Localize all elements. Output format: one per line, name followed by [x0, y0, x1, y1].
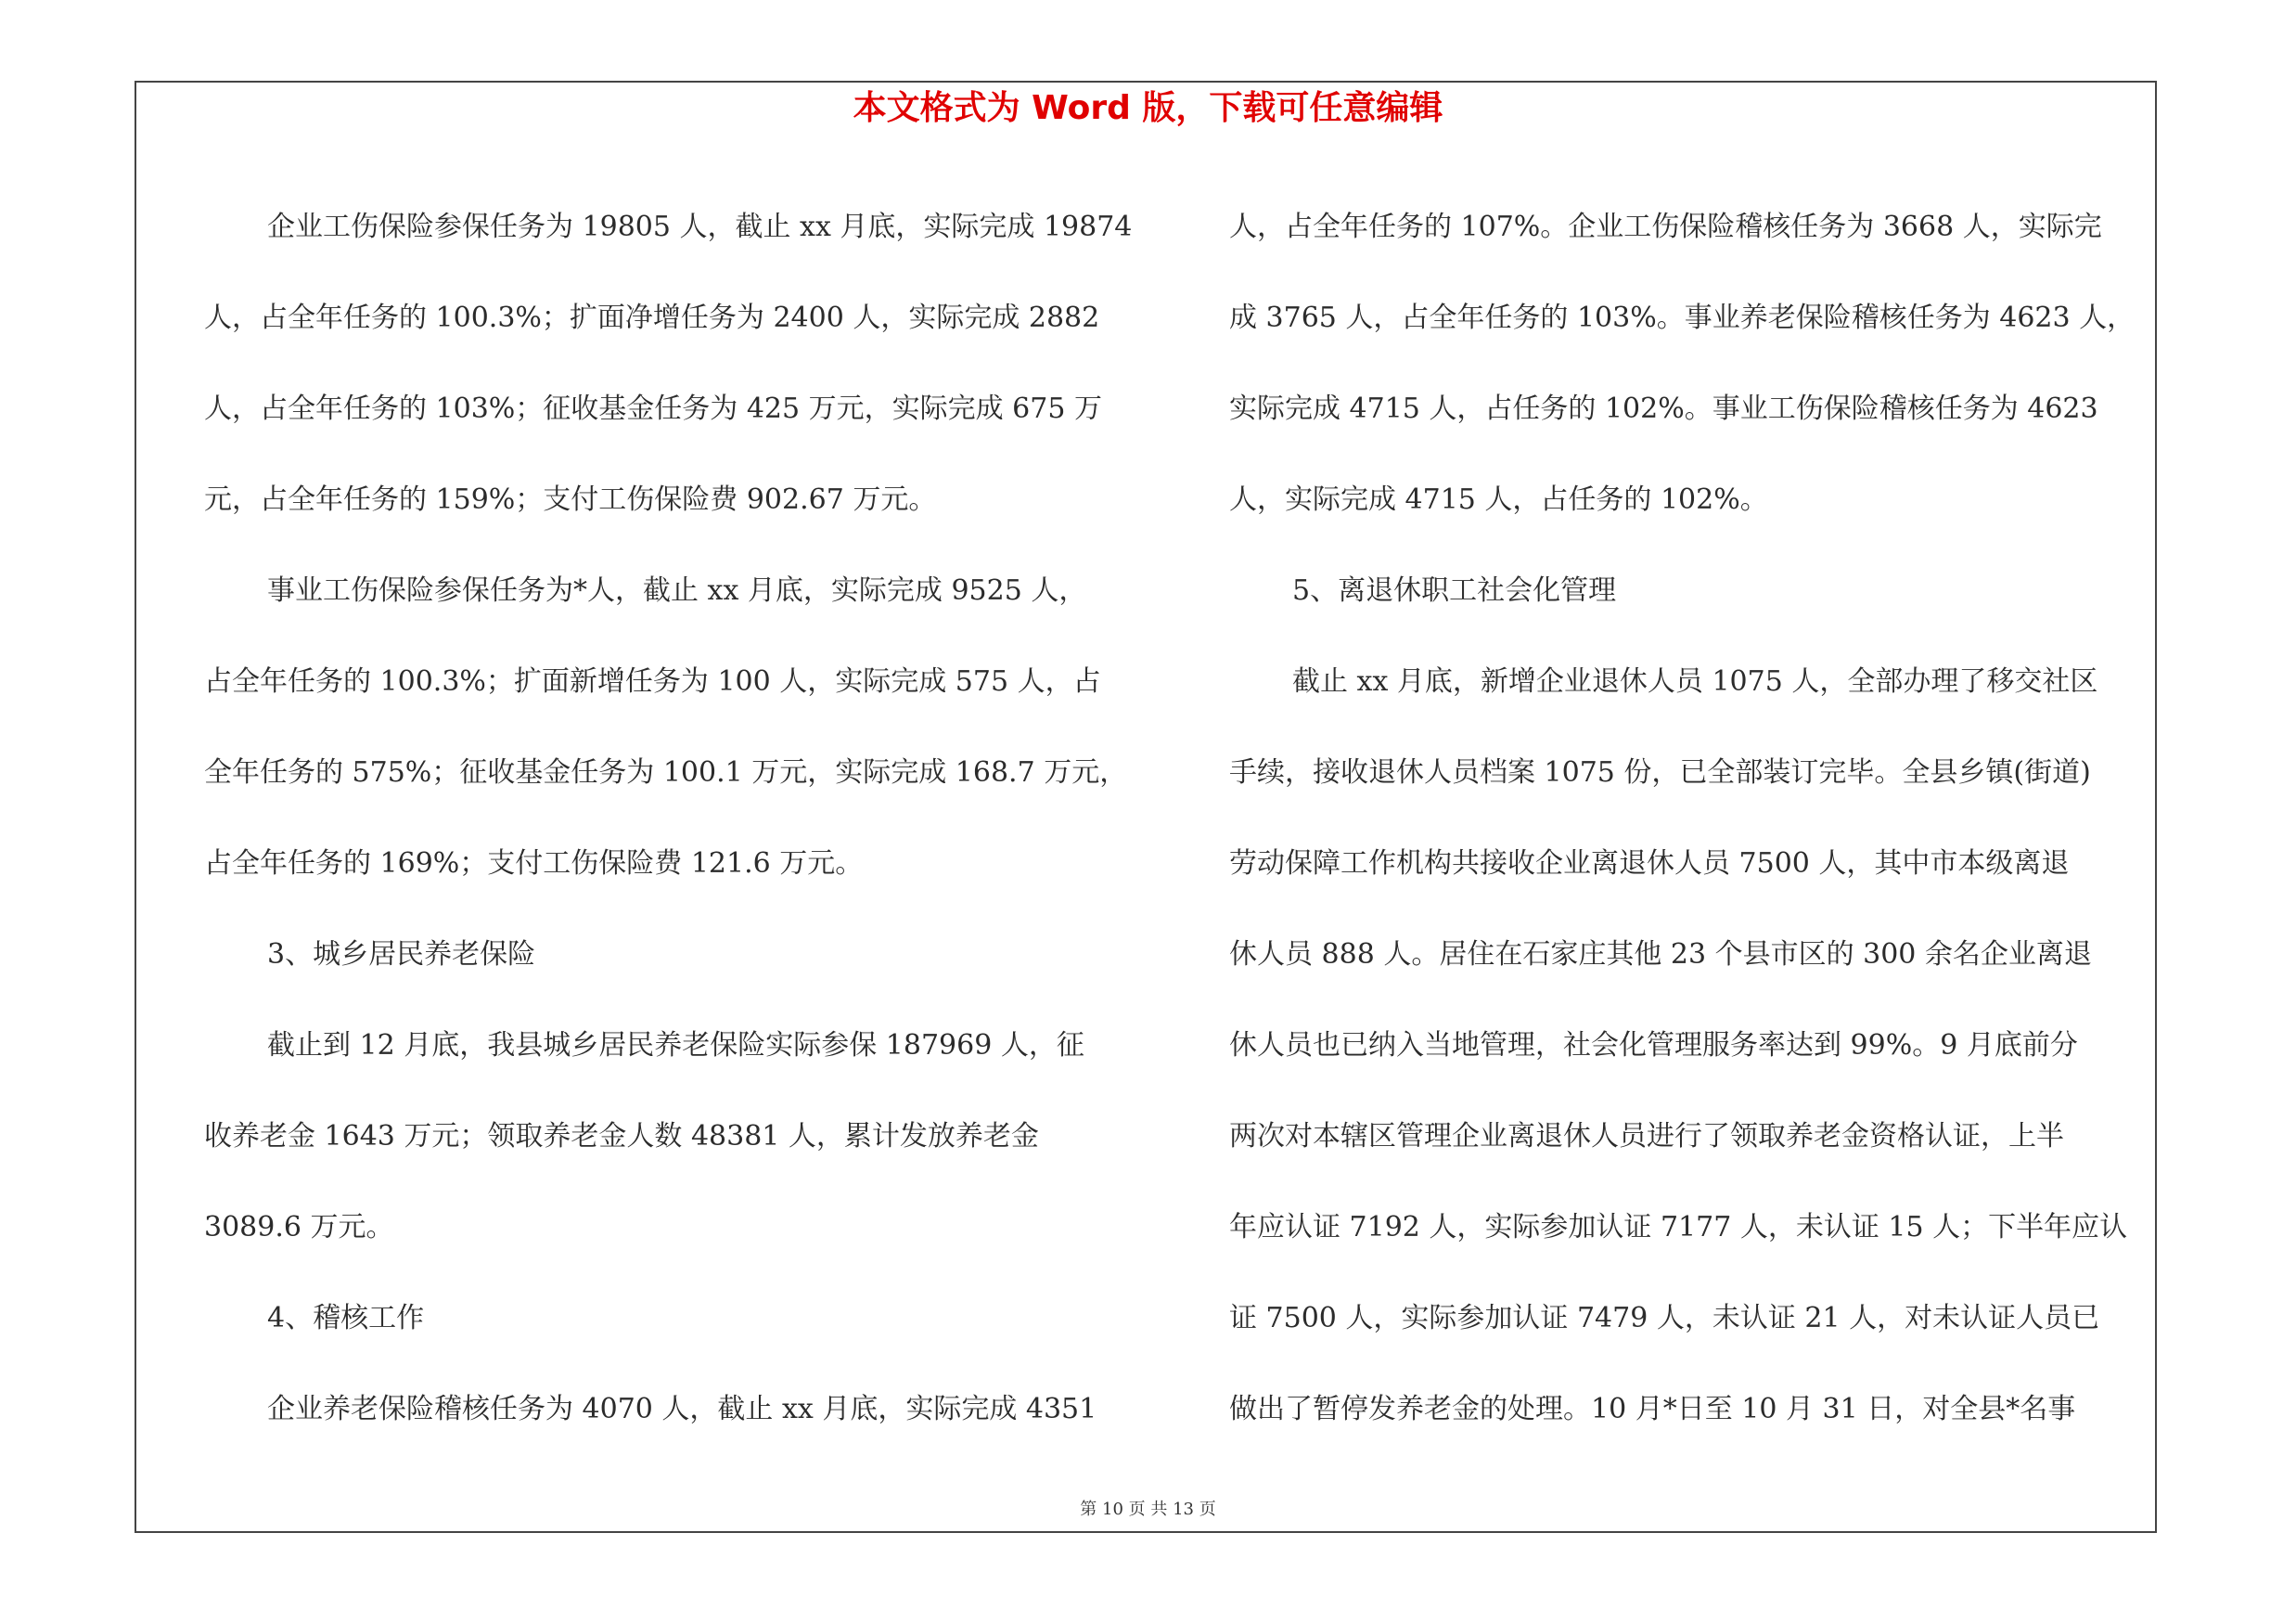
- section-heading-5: [1229, 546, 2166, 637]
- text-line: 两次对本辖区管理企业离退休人员进行了领取养老金资格认证，上半: [1229, 1120, 2064, 1153]
- text-line: 做出了暂停发养老金的处理。10 月*日至 10 月 31 日，对全县*名事: [1229, 1393, 2076, 1425]
- text-line: 劳动保障工作机构共接收企业离退休人员 7500 人，其中市本级离退: [1229, 847, 2070, 880]
- text-line: 企业养老保险稽核任务为 4070 人，截止 xx 月底，实际完成 4351: [267, 1393, 1097, 1425]
- text-line: 手续，接收退休人员档案 1075 份，已全部装订完毕。全县乡镇(街道): [1229, 756, 2091, 789]
- text-line: 占全年任务的 169%；支付工伤保险费 121.6 万元。: [204, 847, 864, 880]
- text-line: 证 7500 人，实际参加认证 7479 人，未认证 21 人，对未认证人员已: [1229, 1302, 2100, 1334]
- text-line: 人，实际完成 4715 人，占任务的 102%。: [1229, 483, 1768, 516]
- paragraph-resident-pension: [204, 1000, 1141, 1273]
- section-heading: 5、离退休职工社会化管理: [1292, 574, 1617, 607]
- paragraph-audit-work: [204, 1364, 1141, 1455]
- right-text-column: [1229, 182, 2166, 1455]
- section-heading: 4、稽核工作: [267, 1302, 425, 1334]
- text-line: 收养老金 1643 万元；领取养老金人数 48381 人，累计发放养老金: [204, 1120, 1039, 1153]
- section-heading: 3、城乡居民养老保险: [267, 938, 536, 971]
- text-line: 占全年任务的 100.3%；扩面新增任务为 100 人，实际完成 575 人，占: [204, 665, 1101, 698]
- text-line: 成 3765 人，占全年任务的 103%。事业养老保险稽核任务为 4623 人，: [1229, 302, 2136, 334]
- text-line: 事业工伤保险参保任务为*人，截止 xx 月底，实际完成 9525 人，: [267, 574, 1087, 607]
- section-heading-4: [204, 1273, 1141, 1364]
- page-number-footer: 第 10 页 共 13 页: [1080, 1500, 1216, 1519]
- text-line: 截止到 12 月底，我县城乡居民养老保险实际参保 187969 人，征: [267, 1029, 1084, 1062]
- paragraph-enterprise-injury-insurance: [204, 182, 1141, 546]
- left-text-column: [204, 182, 1141, 1455]
- section-heading-3: [204, 909, 1141, 1000]
- text-line: 人，占全年任务的 103%；征收基金任务为 425 万元，实际完成 675 万: [204, 393, 1102, 425]
- text-line: 企业工伤保险参保任务为 19805 人，截止 xx 月底，实际完成 19874: [267, 211, 1133, 243]
- text-line: 休人员 888 人。居住在石家庄其他 23 个县市区的 300 余名企业离退: [1229, 938, 2092, 971]
- text-line: 实际完成 4715 人，占任务的 102%。事业工伤保险稽核任务为 4623: [1229, 393, 2098, 425]
- paragraph-retiree-management: [1229, 637, 2166, 1455]
- text-line: 人，占全年任务的 100.3%；扩面净增任务为 2400 人，实际完成 2882: [204, 302, 1100, 334]
- format-notice-banner: 本文格式为 Word 版，下载可任意编辑: [853, 89, 1443, 127]
- text-line: 3089.6 万元。: [204, 1211, 394, 1243]
- text-line: 截止 xx 月底，新增企业退休人员 1075 人，全部办理了移交社区: [1292, 665, 2098, 698]
- text-line: 休人员也已纳入当地管理，社会化管理服务率达到 99%。9 月底前分: [1229, 1029, 2078, 1062]
- text-line: 元，占全年任务的 159%；支付工伤保险费 902.67 万元。: [204, 483, 937, 516]
- paragraph-audit-work-continued: [1229, 182, 2166, 546]
- text-line: 年应认证 7192 人，实际参加认证 7177 人，未认证 15 人；下半年应认: [1229, 1211, 2128, 1243]
- text-line: 人，占全年任务的 107%。企业工伤保险稽核任务为 3668 人，实际完: [1229, 211, 2102, 243]
- paragraph-public-institution-injury-insurance: [204, 546, 1141, 909]
- text-line: 全年任务的 575%；征收基金任务为 100.1 万元，实际完成 168.7 万元，: [204, 756, 1128, 789]
